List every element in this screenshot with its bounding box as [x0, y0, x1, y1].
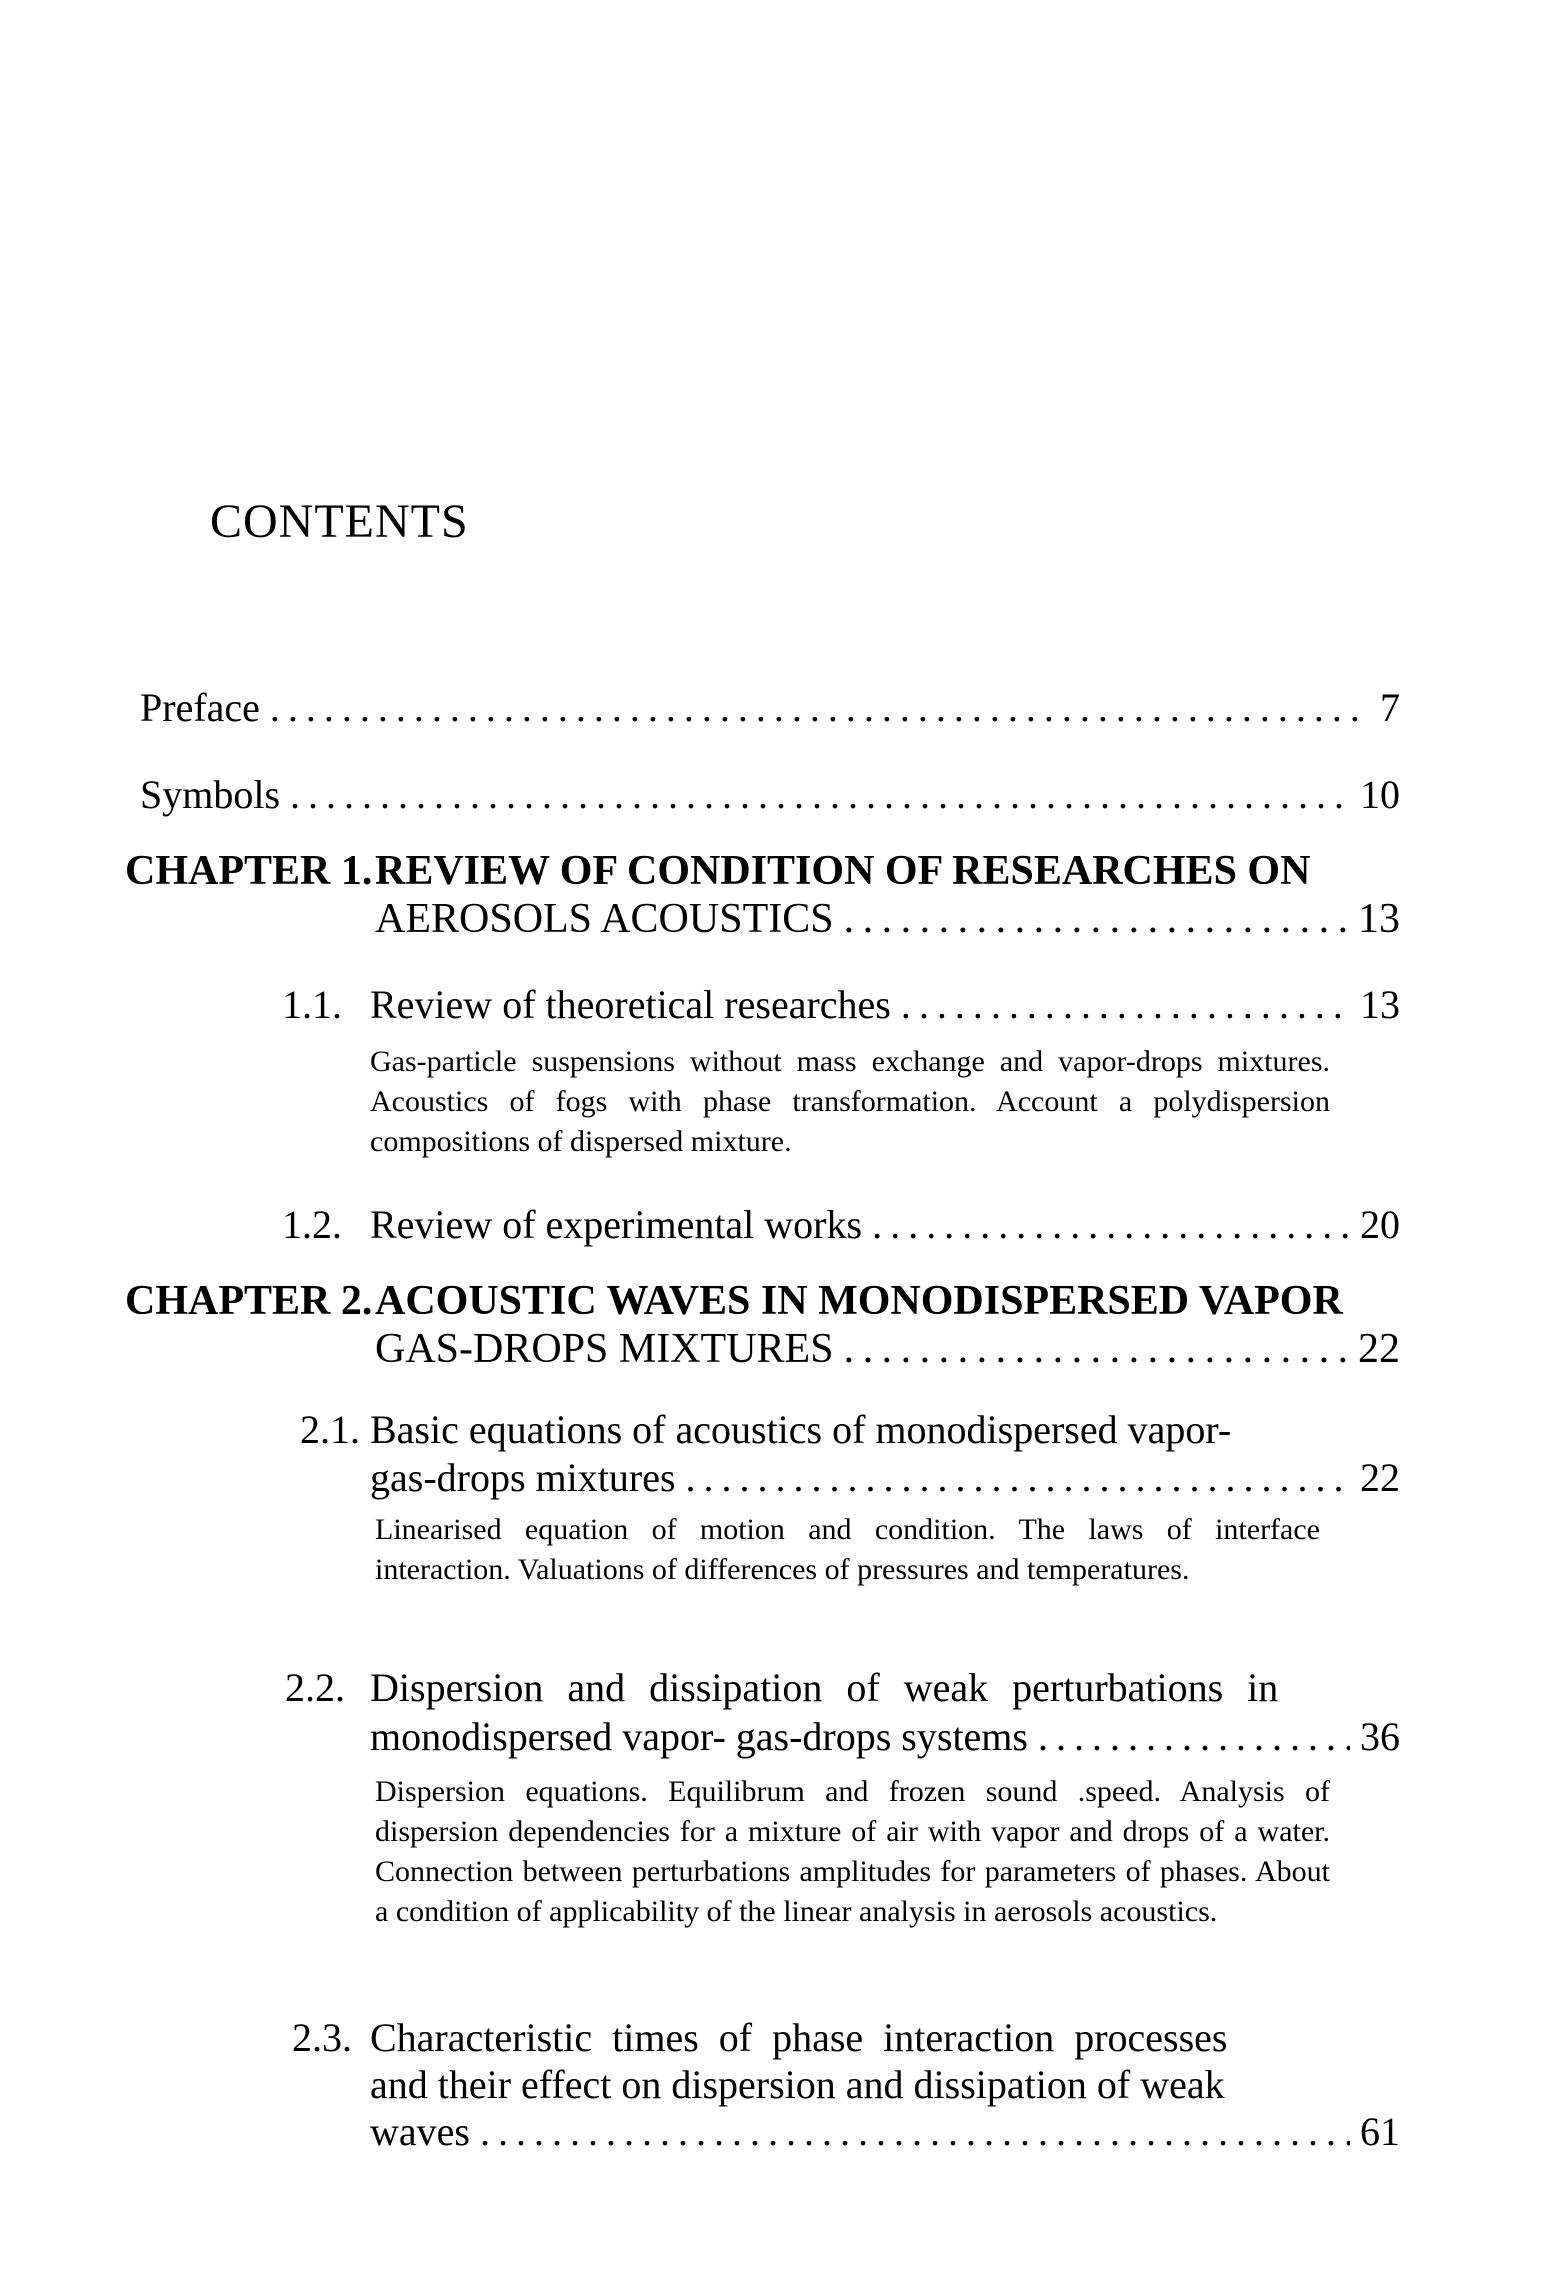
section-1-2-number: 1.2.: [282, 1202, 342, 1247]
section-2-1-description: Linearised equation of motion and condition. The laws of interface interaction. Valuations of differences of pressures and temperatures.: [375, 1513, 1320, 1586]
toc-entry-preface[interactable]: [140, 685, 1400, 730]
chapter-1-title-line1[interactable]: REVIEW OF CONDITION OF RESEARCHES ON: [375, 848, 1311, 894]
toc-entry-symbols[interactable]: [140, 772, 1400, 817]
toc-entry-1-2[interactable]: [370, 1202, 1400, 1247]
entry-page: 13: [1358, 896, 1400, 942]
entry-label: Review of experimental works: [370, 1202, 863, 1247]
entry-page: 61: [1360, 2109, 1400, 2154]
entry-page: 22: [1358, 1326, 1400, 1372]
entry-page: 13: [1360, 982, 1400, 1027]
dot-leader: [872, 1205, 1350, 1245]
section-2-2-number: 2.2.: [285, 1665, 345, 1710]
entry-page: 20: [1360, 1202, 1400, 1247]
dot-leader: [1038, 1717, 1350, 1757]
section-2-3-title-line2[interactable]: and their effect on dispersion and dissipation of weak: [370, 2062, 1225, 2107]
dot-leader: [901, 985, 1350, 1025]
chapter-1-label: CHAPTER 1.: [125, 848, 373, 894]
chapter-2-label: CHAPTER 2.: [125, 1278, 373, 1324]
entry-page: 36: [1360, 1714, 1400, 1759]
toc-entry-2-1[interactable]: [370, 1455, 1400, 1500]
section-2-1-number: 2.1.: [300, 1407, 360, 1452]
section-2-3-title-line1[interactable]: Characteristic times of phase interaction processes: [370, 2015, 1228, 2060]
toc-entry-chapter-2[interactable]: [375, 1328, 1400, 1370]
chapter-2-title-line2: GAS-DROPS MIXTURES: [375, 1326, 834, 1372]
chapter-1-title-line2: AEROSOLS ACOUSTICS: [375, 896, 834, 942]
chapter-2-title-line1[interactable]: ACOUSTIC WAVES IN MONODISPERSED VAPOR: [375, 1278, 1343, 1324]
entry-label: Preface: [140, 685, 260, 730]
dot-leader: [844, 1328, 1348, 1370]
entry-label: Symbols: [140, 772, 281, 817]
dot-leader: [686, 1458, 1350, 1498]
toc-entry-chapter-1[interactable]: [375, 898, 1400, 940]
section-2-2-description: Dispersion equations. Equilibrum and frozen sound .speed. Analysis of dispersion dependencies for a mixture of air with vapor and drops of a water. Connection between perturbations amplitudes for parameters of phases. About a condition of applicability of the linear analysis in aerosols acoustics.: [375, 1775, 1330, 1928]
toc-entry-2-2[interactable]: [370, 1714, 1400, 1759]
dot-leader: [270, 688, 1370, 728]
entry-page: 22: [1360, 1455, 1400, 1500]
dot-leader: [480, 2112, 1350, 2152]
section-2-3-title-line3: waves: [370, 2109, 470, 2154]
entry-label: Review of theoretical researches: [370, 982, 891, 1027]
section-2-1-title-line2: gas-drops mixtures: [370, 1455, 676, 1500]
entry-page: 10: [1360, 772, 1400, 817]
toc-entry-2-3[interactable]: [370, 2109, 1400, 2154]
entry-page: 7: [1380, 685, 1400, 730]
toc-entry-1-1[interactable]: [370, 982, 1400, 1027]
section-2-2-title-line2: monodispersed vapor- gas-drops systems: [370, 1714, 1028, 1759]
section-1-1-description: Gas-particle suspensions without mass exchange and vapor-drops mixtures. Acoustics of fogs with phase transformation. Account a polydispersion compositions of dispersed mixture.: [370, 1045, 1330, 1158]
page-title: CONTENTS: [210, 495, 469, 548]
section-1-1-number: 1.1.: [282, 982, 342, 1027]
section-2-3-number: 2.3.: [292, 2015, 352, 2060]
dot-leader: [290, 775, 1350, 815]
section-2-1-title-line1[interactable]: Basic equations of acoustics of monodispersed vapor-: [370, 1407, 1232, 1452]
section-2-2-title-line1[interactable]: Dispersion and dissipation of weak perturbations in: [370, 1665, 1279, 1710]
dot-leader: [844, 898, 1348, 940]
